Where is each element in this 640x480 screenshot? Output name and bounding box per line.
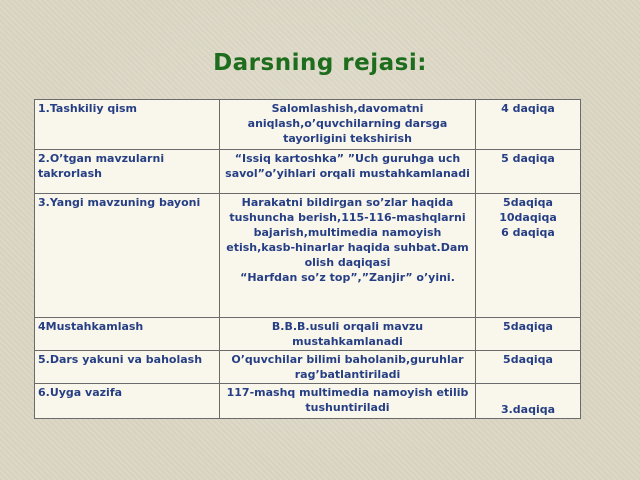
time-line: 5daqiqa xyxy=(503,196,553,209)
time-cell xyxy=(476,100,581,150)
table-row xyxy=(35,194,581,318)
time-cell xyxy=(476,194,581,318)
stage-text: 5.Dars yakuni va baholash xyxy=(38,353,203,366)
activity-line: etish,kasb-hinarlar haqida suhbat.Dam xyxy=(226,241,469,254)
lesson-plan-table xyxy=(34,99,581,419)
stage-text: 2.O’tgan mavzularni takrorlash xyxy=(38,152,165,180)
activity-line: “Harfdan so’z top”,”Zanjir” o’yini. xyxy=(240,271,455,284)
activity-line: savol”o’yihlari orqali mustahkamlanadi xyxy=(225,167,470,180)
time-line: 5daqiqa xyxy=(503,320,553,333)
stage-cell xyxy=(35,351,220,384)
table-row xyxy=(35,150,581,194)
activity-line: tushuntiriladi xyxy=(305,401,390,414)
activity-cell xyxy=(220,384,476,419)
activity-cell xyxy=(220,351,476,384)
time-line: 4 daqiqa xyxy=(501,102,555,115)
time-line: 5daqiqa xyxy=(503,353,553,366)
stage-text: 6.Uyga vazifa xyxy=(38,386,123,399)
table-row xyxy=(35,100,581,150)
activity-line: tayorligini tekshirish xyxy=(283,132,412,145)
stage-cell xyxy=(35,318,220,351)
table-row xyxy=(35,318,581,351)
time-line: 10daqiqa xyxy=(499,211,557,224)
time-cell xyxy=(476,150,581,194)
activity-line: rag’batlantiriladi xyxy=(294,368,401,381)
time-line: 3.daqiqa xyxy=(500,403,556,416)
stage-text: 1.Tashkiliy qism xyxy=(38,102,137,115)
stage-cell xyxy=(35,194,220,318)
activity-line: B.B.B.usuli orqali mavzu xyxy=(271,320,424,333)
activity-line: Salomlashish,davomatni xyxy=(271,102,424,115)
time-line: 5 daqiqa xyxy=(501,152,555,165)
table-row xyxy=(35,351,581,384)
activity-line: aniqlash,o’quvchilarning darsga xyxy=(247,117,448,130)
stage-cell xyxy=(35,100,220,150)
stage-cell xyxy=(35,384,220,419)
activity-line: mustahkamlanadi xyxy=(292,335,403,348)
activity-cell xyxy=(220,194,476,318)
activity-line: “Issiq kartoshka” ”Uch guruhga uch xyxy=(234,152,461,165)
activity-line: tushuncha berish,115-116-mashqlarni xyxy=(229,211,466,224)
time-cell xyxy=(476,351,581,384)
stage-text: 4Mustahkamlash xyxy=(38,320,144,333)
time-cell xyxy=(476,318,581,351)
page-title: Darsning rejasi: xyxy=(213,50,427,76)
activity-line: O’quvchilar bilimi baholanib,guruhlar xyxy=(231,353,464,366)
activity-line: olish daqiqasi xyxy=(304,256,391,269)
activity-cell xyxy=(220,150,476,194)
time-cell xyxy=(476,384,581,419)
activity-line: 117-mashq multimedia namoyish etilib xyxy=(226,386,469,399)
stage-cell xyxy=(35,150,220,194)
activity-line: Harakatni bildirgan so’zlar haqida xyxy=(241,196,454,209)
activity-cell xyxy=(220,100,476,150)
table-row xyxy=(35,384,581,419)
time-line: 6 daqiqa xyxy=(501,226,555,239)
activity-cell xyxy=(220,318,476,351)
stage-text: 3.Yangi mavzuning bayoni xyxy=(38,196,201,209)
activity-line: bajarish,multimedia namoyish xyxy=(253,226,442,239)
